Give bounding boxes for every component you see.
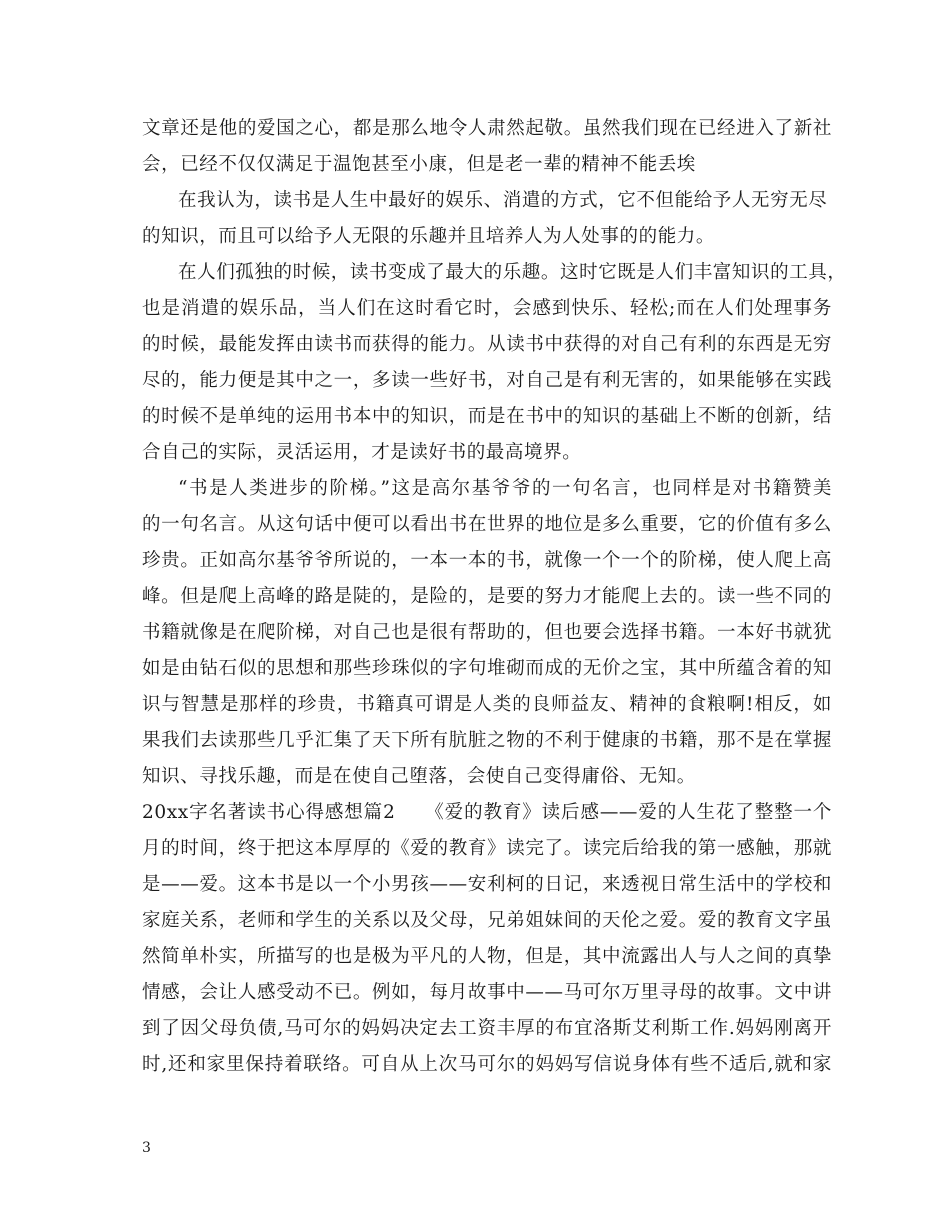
text-line: 尽的，能力便是其中之一，多读一些好书，对自己是有利无害的，如果能够在实践 [142, 370, 832, 391]
text-line: 的知识，而且可以给予人无限的乐趣并且培养人为人处事的的能力。 [142, 226, 716, 247]
text-line: 文章还是他的爱国之心，都是那么地令人肃然起敬。虽然我们现在已经进入了新社 [142, 118, 832, 139]
text-line: 时,还和家里保持着联络。可自从上次马可尔的妈妈写信说身体有些不适后,就和家 [142, 1054, 832, 1075]
text-line: 家庭关系，老师和学生的关系以及父母，兄弟姐妹间的天伦之爱。爱的教育文字虽 [142, 910, 832, 931]
text-line: 会，已经不仅仅满足于温饱甚至小康，但是老一辈的精神不能丢埃 [142, 154, 696, 175]
text-line: 到了因父母负债,马可尔的妈妈决定去工资丰厚的布宜洛斯艾利斯工作.妈妈刚离开 [142, 1018, 832, 1039]
page-number: 3 [142, 1140, 151, 1156]
text-line: 是——爱。这本书是以一个小男孩——安利柯的日记，来透视日常生活中的学校和 [142, 874, 832, 895]
text-line: 的一句名言。从这句话中便可以看出书在世界的地位是多么重要，它的价值有多么 [142, 514, 832, 535]
text-line: 的时候，最能发挥由读书而获得的能力。从读书中获得的对自己有利的东西是无穷 [142, 334, 832, 355]
text-line: 在人们孤独的时候，读书变成了最大的乐趣。这时它既是人们丰富知识的工具， [178, 262, 847, 283]
section-heading-line: 20xx字名著读书心得感想篇2 《爱的教育》读后感——爱的人生花了整整一个 [142, 802, 832, 823]
text-line: 然简单朴实，所描写的也是极为平凡的人物，但是，其中流露出人与人之间的真挚 [142, 946, 832, 967]
text-line: “书是人类进步的阶梯。”这是高尔基爷爷的一句名言，也同样是对书籍赞美 [178, 478, 832, 499]
text-line: 果我们去读那些几乎汇集了天下所有肮脏之物的不利于健康的书籍，那不是在掌握 [142, 730, 832, 751]
text-line: 月的时间，终于把这本厚厚的《爱的教育》读完了。读完后给我的第一感触，那就 [142, 838, 832, 859]
text-line: 也是消遣的娱乐品，当人们在这时看它时，会感到快乐、轻松;而在人们处理事务 [142, 298, 832, 319]
text-line: 知识、寻找乐趣，而是在使自己堕落，会使自己变得庸俗、无知。 [142, 766, 696, 787]
text-line: 的时候不是单纯的运用书本中的知识，而是在书中的知识的基础上不断的创新，结 [142, 406, 832, 427]
text-line: 珍贵。正如高尔基爷爷所说的，一本一本的书，就像一个一个的阶梯，使人爬上高 [142, 550, 832, 571]
text-line: 如是由钻石似的思想和那些珍珠似的字句堆砌而成的无价之宝，其中所蕴含着的知 [142, 658, 832, 679]
text-line: 合自己的实际，灵活运用，才是读好书的最高境界。 [142, 442, 582, 463]
text-line: 情感，会让人感受动不已。例如，每月故事中——马可尔万里寻母的故事。文中讲 [142, 982, 832, 1003]
text-line: 峰。但是爬上高峰的路是陡的，是险的，是要的努力才能爬上去的。读一些不同的 [142, 586, 832, 607]
text-line: 书籍就像是在爬阶梯，对自己也是很有帮助的，但也要会选择书籍。一本好书就犹 [142, 622, 832, 643]
text-line: 识与智慧是那样的珍贵，书籍真可谓是人类的良师益友、精神的食粮啊!相反，如 [142, 694, 832, 715]
text-line: 在我认为，读书是人生中最好的娱乐、消遣的方式，它不但能给予人无穷无尽 [178, 190, 828, 211]
